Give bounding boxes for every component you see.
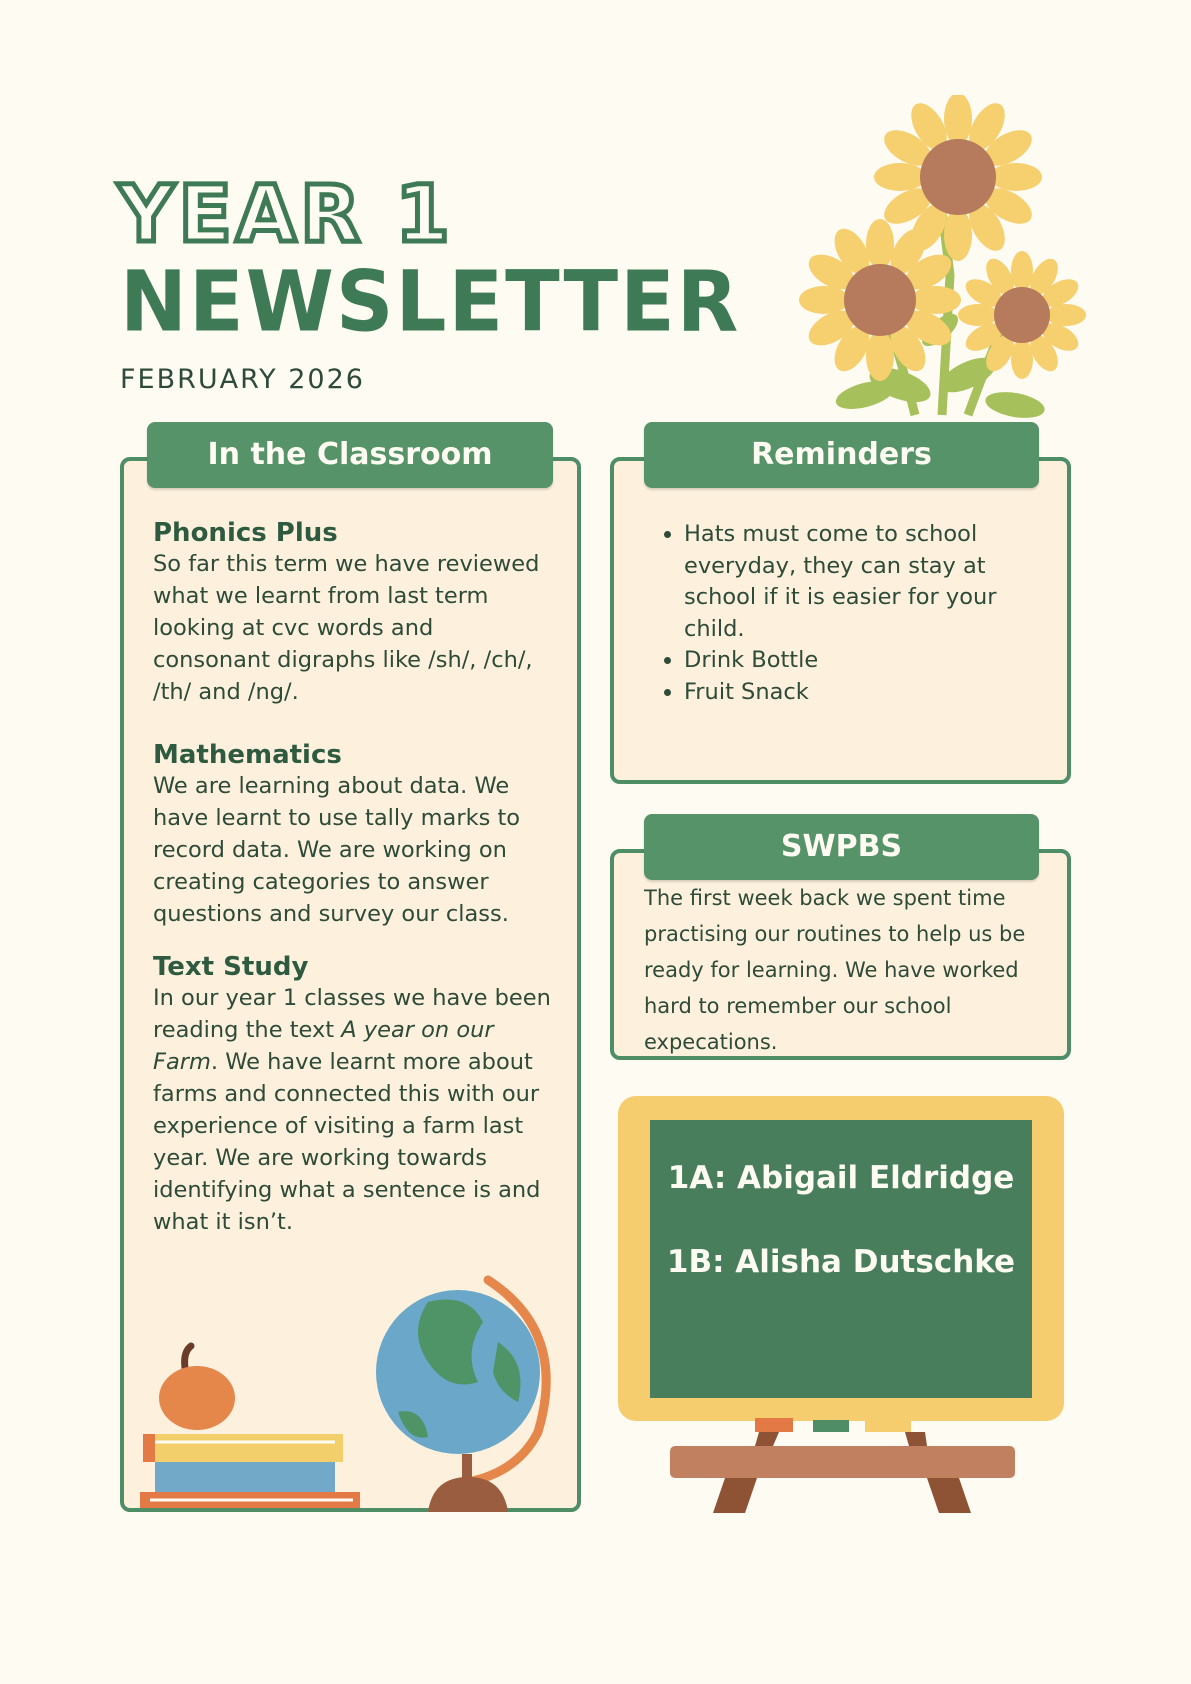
title-year: YEAR 1 (118, 170, 454, 260)
reminders-tab: Reminders (644, 422, 1039, 488)
reminders-list (652, 519, 1064, 708)
reminder-hats: • Hats must come to school everyday, they can stay at school if it is easier for your child. (684, 519, 1064, 645)
class-1b-teacher: 1B: Alisha Dutschke (666, 1244, 1016, 1280)
title-newsletter: NEWSLETTER (120, 252, 741, 351)
text-study-text (153, 982, 553, 1238)
text-study-text-start: In our year 1 classes we have been reading the text (153, 985, 551, 1043)
phonics-section (153, 518, 553, 708)
text-study-heading: Text Study (153, 952, 309, 982)
phonics-heading: Phonics Plus (153, 518, 338, 548)
class-1a-teacher: 1A: Abigail Eldridge (667, 1160, 1015, 1196)
easel-stand-illustration (665, 1418, 1020, 1513)
mathematics-text: We are learning about data. We have learnt to use tally marks to record data. We are working on creating categories to answer questions and survey our class. (153, 773, 521, 927)
reminder-drink-bottle: • Drink Bottle (684, 645, 1064, 677)
swpbs-text: The first week back we spent time practising our routines to help us be ready for learning. We have worked hard to remember our school expecations. (644, 886, 1026, 1054)
mathematics-heading: Mathematics (153, 740, 342, 770)
mathematics-section (153, 740, 553, 930)
books-apple-illustration (135, 1340, 370, 1510)
text-study-section (153, 952, 553, 1238)
reminder-fruit-snack: • Fruit Snack (684, 677, 1064, 709)
sunflowers-illustration (790, 95, 1090, 425)
globe-illustration (368, 1272, 558, 1512)
phonics-text: So far this term we have reviewed what we learnt from last term looking at cvc words and consonant digraphs like /sh/, /ch/, /th/ and /ng/. (153, 551, 540, 705)
classroom-tab: In the Classroom (147, 422, 553, 488)
swpbs-tab: SWPBS (644, 814, 1039, 880)
classroom-content (153, 518, 553, 1238)
book-title: A year on our Farm (153, 1017, 494, 1075)
newsletter-date: FEBRUARY 2026 (120, 364, 365, 395)
text-study-text-end: . We have learnt more about farms and connected this with our experience of visiting a farm last year. We are working towards identifying what a sentence is and what it isn’t. (153, 1049, 541, 1235)
